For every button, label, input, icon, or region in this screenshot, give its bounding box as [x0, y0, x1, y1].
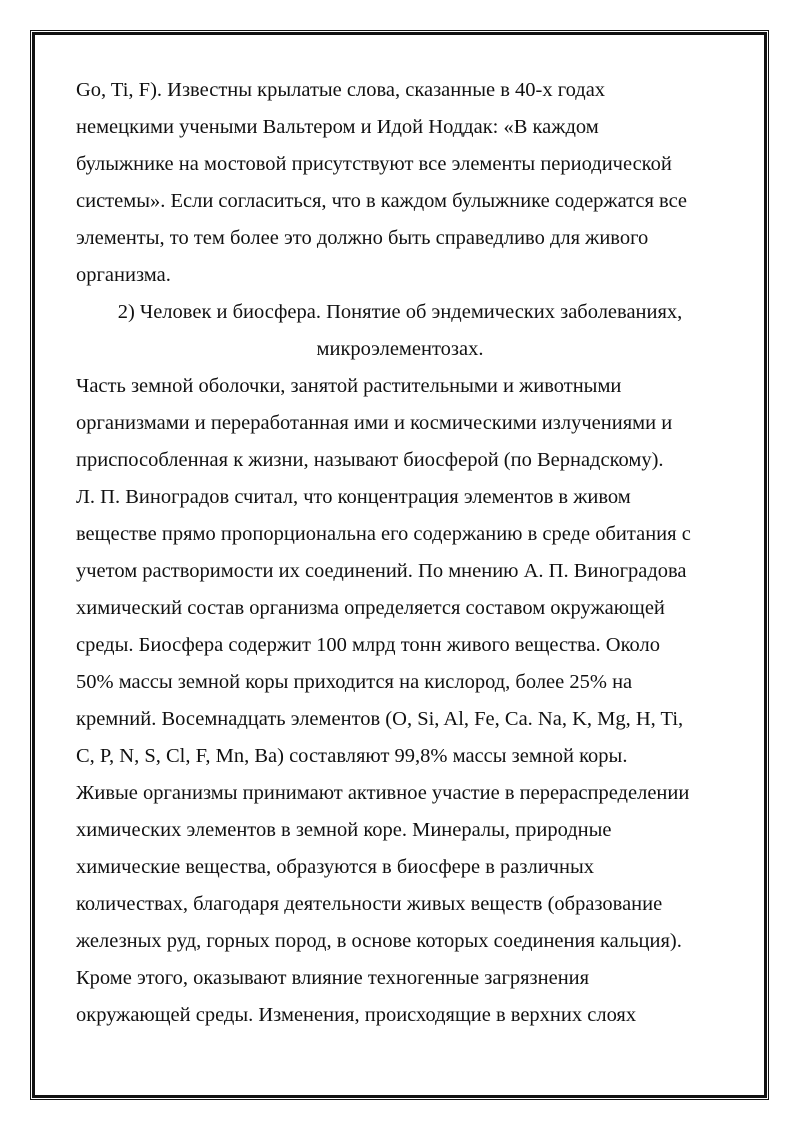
text-line: количествах, благодаря деятельности живых веществ (образование: [76, 893, 663, 915]
text-line: Живые организмы принимают активное участие в перераспределении: [76, 782, 690, 804]
text-line: организма.: [76, 264, 171, 286]
text-line: окружающей среды. Изменения, происходящие в верхних слоях: [76, 1004, 637, 1026]
text-line: организмами и переработанная ими и космическими излучениями и: [76, 412, 673, 434]
document-body: [76, 72, 736, 1034]
text-line: железных руд, горных пород, в основе которых соединения кальция).: [76, 930, 682, 952]
text-line: приспособленная к жизни, называют биосферой (по Вернадскому).: [76, 449, 664, 471]
text-line: немецкими учеными Вальтером и Идой Ноддак: «В каждом: [76, 116, 599, 138]
text-line: химических элементов в земной коре. Минералы, природные: [76, 819, 612, 841]
section-heading: микроэлементозах.: [316, 338, 484, 360]
text-line: Часть земной оболочки, занятой растительными и животными: [76, 375, 622, 397]
text-line: C, P, N, S, Cl, F, Mn, Ba) составляют 99,8% массы земной коры.: [76, 745, 628, 767]
text-line: среды. Биосфера содержит 100 млрд тонн живого вещества. Около: [76, 634, 660, 656]
text-line: элементы, то тем более это должно быть справедливо для живого: [76, 227, 649, 249]
text-line: 50% массы земной коры приходится на кислород, более 25% на: [76, 671, 633, 693]
text-line: булыжнике на мостовой присутствуют все элементы периодической: [76, 153, 672, 175]
section-heading: 2) Человек и биосфера. Понятие об эндемических заболеваниях,: [117, 301, 683, 323]
text-line: Кроме этого, оказывают влияние техногенные загрязнения: [76, 967, 590, 989]
text-line: системы». Если согласиться, что в каждом булыжнике содержатся все: [76, 190, 688, 212]
text-line: кремний. Восемнадцать элементов (O, Si, Al, Fe, Ca. Na, K, Mg, H, Ti,: [76, 708, 684, 730]
text-line: учетом растворимости их соединений. По мнению А. П. Виноградова: [76, 560, 687, 582]
text-line: Л. П. Виноградов считал, что концентрация элементов в живом: [76, 486, 631, 508]
text-line: химический состав организма определяется составом окружающей: [76, 597, 665, 619]
text-line: химические вещества, образуются в биосфере в различных: [76, 856, 594, 878]
text-line: Go, Ti, F). Известны крылатые слова, сказанные в 40-х годах: [76, 79, 606, 101]
text-line: веществе прямо пропорциональна его содержанию в среде обитания с: [76, 523, 691, 545]
